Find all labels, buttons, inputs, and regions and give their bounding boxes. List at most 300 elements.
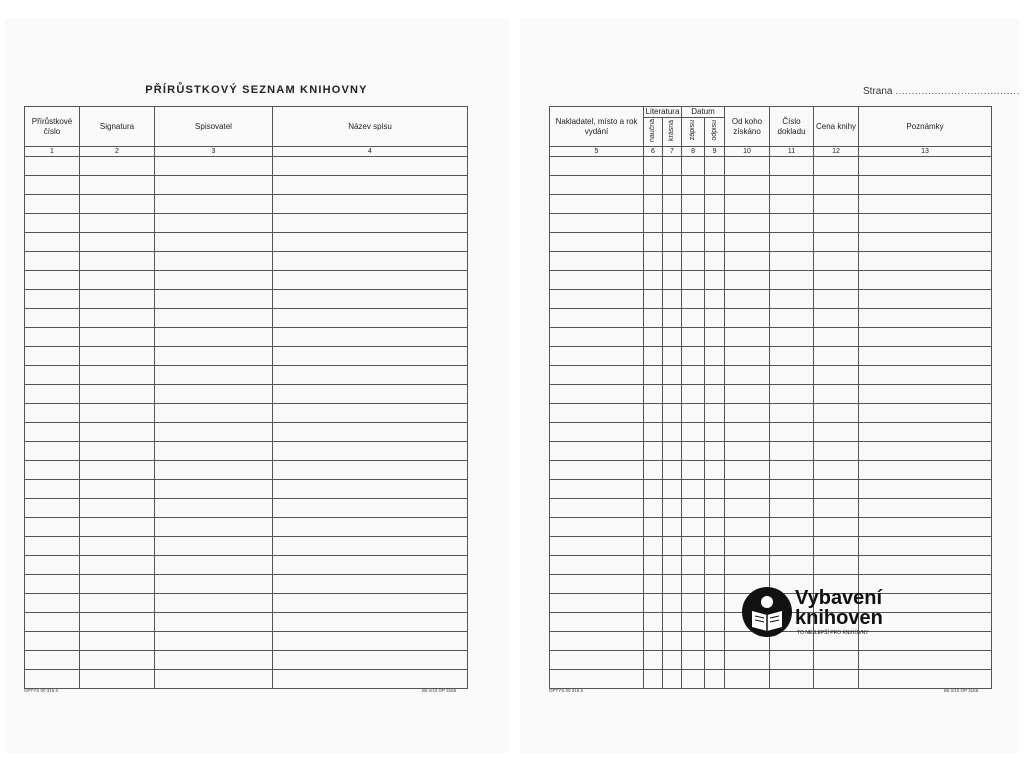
col-number: 5: [550, 147, 644, 157]
entry-cell: [663, 442, 682, 461]
entry-cell: [25, 157, 80, 176]
entry-cell: [663, 632, 682, 651]
entry-cell: [725, 404, 770, 423]
entry-cell: [725, 195, 770, 214]
table-row: [550, 347, 992, 366]
entry-cell: [644, 632, 663, 651]
entry-cell: [25, 214, 80, 233]
col-header-zapisu: [682, 118, 705, 147]
entry-cell: [550, 271, 644, 290]
entry-cell: [550, 575, 644, 594]
entry-cell: [550, 176, 644, 195]
entry-cell: [80, 195, 155, 214]
entry-cell: [814, 252, 859, 271]
entry-cell: [725, 442, 770, 461]
entry-cell: [644, 328, 663, 347]
entry-cell: [770, 670, 814, 689]
entry-cell: [725, 556, 770, 575]
entry-cell: [25, 404, 80, 423]
entry-cell: [725, 670, 770, 689]
col-number: 2: [80, 147, 155, 157]
entry-cell: [80, 404, 155, 423]
entry-cell: [25, 347, 80, 366]
entry-cell: [682, 271, 705, 290]
entry-cell: [644, 252, 663, 271]
col-header-nakladatel: Nakladatel, místo a rok vydání: [550, 107, 644, 147]
table-row: [25, 176, 468, 195]
left-table-body: [25, 157, 468, 689]
col-number: 3: [155, 147, 273, 157]
entry-cell: [273, 290, 468, 309]
entry-cell: [663, 347, 682, 366]
entry-cell: [770, 556, 814, 575]
entry-cell: [80, 290, 155, 309]
entry-cell: [80, 271, 155, 290]
entry-cell: [273, 271, 468, 290]
entry-cell: [859, 461, 992, 480]
entry-cell: [682, 328, 705, 347]
table-row: [550, 385, 992, 404]
entry-cell: [80, 176, 155, 195]
entry-cell: [725, 537, 770, 556]
entry-cell: [770, 271, 814, 290]
entry-cell: [273, 499, 468, 518]
entry-cell: [155, 594, 273, 613]
table-row: [25, 480, 468, 499]
entry-cell: [770, 499, 814, 518]
entry-cell: [663, 537, 682, 556]
entry-cell: [814, 328, 859, 347]
footer-code-right: B5 s/10 OP 3166: [944, 688, 979, 693]
col-number: 6: [644, 147, 663, 157]
table-row: [550, 195, 992, 214]
entry-cell: [25, 328, 80, 347]
entry-cell: [705, 214, 725, 233]
entry-cell: [273, 404, 468, 423]
entry-cell: [644, 480, 663, 499]
entry-cell: [725, 176, 770, 195]
entry-cell: [550, 499, 644, 518]
entry-cell: [80, 594, 155, 613]
entry-cell: [644, 271, 663, 290]
entry-cell: [705, 499, 725, 518]
entry-cell: [814, 385, 859, 404]
entry-cell: [705, 613, 725, 632]
entry-cell: [705, 518, 725, 537]
entry-cell: [663, 366, 682, 385]
entry-cell: [663, 404, 682, 423]
table-row: [25, 366, 468, 385]
entry-cell: [705, 575, 725, 594]
table-row: [25, 556, 468, 575]
footer-code-left: OPTYS 00 316 6: [549, 688, 584, 693]
table-row: [550, 176, 992, 195]
entry-cell: [25, 461, 80, 480]
entry-cell: [814, 290, 859, 309]
col-number: 9: [705, 147, 725, 157]
entry-cell: [644, 233, 663, 252]
entry-cell: [663, 423, 682, 442]
entry-cell: [155, 309, 273, 328]
entry-cell: [770, 214, 814, 233]
entry-cell: [644, 594, 663, 613]
entry-cell: [682, 613, 705, 632]
entry-cell: [25, 480, 80, 499]
entry-cell: [273, 670, 468, 689]
entry-cell: [725, 461, 770, 480]
entry-cell: [725, 499, 770, 518]
table-row: [25, 290, 468, 309]
logo-tagline: TO NEJLEPŠÍ PRO KNIHOVNY: [797, 630, 869, 636]
col-header-literatura: Literatura: [644, 107, 682, 118]
entry-cell: [155, 575, 273, 594]
entry-cell: [550, 214, 644, 233]
entry-cell: [770, 404, 814, 423]
page-number-blank: ......................................: [895, 86, 1020, 97]
entry-cell: [705, 632, 725, 651]
entry-cell: [155, 670, 273, 689]
entry-cell: [550, 404, 644, 423]
col-header-nazev-spisu: Název spisu: [273, 107, 468, 147]
entry-cell: [725, 347, 770, 366]
table-row: [25, 518, 468, 537]
book-reader-icon: [742, 587, 792, 637]
entry-cell: [550, 537, 644, 556]
entry-cell: [859, 176, 992, 195]
col-number: 8: [682, 147, 705, 157]
entry-cell: [155, 328, 273, 347]
entry-cell: [644, 518, 663, 537]
logo-line-2: knihoven: [795, 607, 883, 629]
entry-cell: [25, 290, 80, 309]
entry-cell: [155, 157, 273, 176]
entry-cell: [550, 594, 644, 613]
entry-cell: [682, 176, 705, 195]
col-number: 11: [770, 147, 814, 157]
entry-cell: [770, 176, 814, 195]
entry-cell: [644, 404, 663, 423]
entry-cell: [725, 271, 770, 290]
entry-cell: [682, 404, 705, 423]
entry-cell: [155, 404, 273, 423]
entry-cell: [550, 442, 644, 461]
entry-cell: [25, 537, 80, 556]
entry-cell: [644, 347, 663, 366]
entry-cell: [25, 651, 80, 670]
table-row: [550, 537, 992, 556]
entry-cell: [80, 214, 155, 233]
entry-cell: [705, 461, 725, 480]
footer-code-right: B5 s/10 OP 3166: [422, 688, 457, 693]
entry-cell: [273, 575, 468, 594]
table-row: [25, 651, 468, 670]
entry-cell: [859, 537, 992, 556]
entry-cell: [550, 461, 644, 480]
table-row: [25, 537, 468, 556]
entry-cell: [814, 157, 859, 176]
entry-cell: [682, 309, 705, 328]
entry-cell: [705, 385, 725, 404]
entry-cell: [550, 195, 644, 214]
entry-cell: [682, 537, 705, 556]
entry-cell: [80, 328, 155, 347]
entry-cell: [859, 252, 992, 271]
entry-cell: [644, 556, 663, 575]
entry-cell: [644, 157, 663, 176]
table-row: [550, 309, 992, 328]
entry-cell: [273, 385, 468, 404]
entry-cell: [859, 385, 992, 404]
table-row: [25, 233, 468, 252]
entry-cell: [273, 328, 468, 347]
entry-cell: [859, 518, 992, 537]
entry-cell: [663, 252, 682, 271]
entry-cell: [155, 252, 273, 271]
entry-cell: [550, 385, 644, 404]
table-row: [550, 328, 992, 347]
entry-cell: [682, 366, 705, 385]
entry-cell: [663, 290, 682, 309]
entry-cell: [705, 157, 725, 176]
table-row: [550, 556, 992, 575]
entry-cell: [682, 499, 705, 518]
col-number: 7: [663, 147, 682, 157]
right-page: [520, 18, 1020, 753]
entry-cell: [80, 613, 155, 632]
col-header-cislo-dokladu: Číslo dokladu: [770, 107, 814, 147]
entry-cell: [25, 632, 80, 651]
entry-cell: [859, 347, 992, 366]
entry-cell: [859, 499, 992, 518]
col-number: 12: [814, 147, 859, 157]
entry-cell: [682, 423, 705, 442]
entry-cell: [682, 214, 705, 233]
entry-cell: [273, 480, 468, 499]
entry-cell: [155, 556, 273, 575]
entry-cell: [273, 537, 468, 556]
entry-cell: [550, 480, 644, 499]
entry-cell: [80, 670, 155, 689]
entry-cell: [644, 290, 663, 309]
table-row: [550, 461, 992, 480]
col-header-prirustkove-cislo: Přírůstkové číslo: [25, 107, 80, 147]
table-row: [25, 214, 468, 233]
entry-cell: [663, 556, 682, 575]
entry-cell: [273, 157, 468, 176]
entry-cell: [859, 157, 992, 176]
entry-cell: [550, 423, 644, 442]
col-number: 1: [25, 147, 80, 157]
entry-cell: [705, 252, 725, 271]
entry-cell: [663, 518, 682, 537]
footer-code-left: OPTYS 00 316 6: [24, 688, 59, 693]
zapisu-label: zápisu: [689, 120, 697, 141]
entry-cell: [550, 252, 644, 271]
entry-cell: [273, 594, 468, 613]
entry-cell: [705, 195, 725, 214]
entry-cell: [25, 613, 80, 632]
entry-cell: [859, 651, 992, 670]
entry-cell: [273, 252, 468, 271]
entry-cell: [155, 632, 273, 651]
table-row: [25, 594, 468, 613]
col-header-od-koho: Od koho získáno: [725, 107, 770, 147]
entry-cell: [155, 423, 273, 442]
entry-cell: [725, 157, 770, 176]
entry-cell: [80, 499, 155, 518]
entry-cell: [80, 385, 155, 404]
table-row: [25, 575, 468, 594]
entry-cell: [814, 214, 859, 233]
entry-cell: [273, 233, 468, 252]
col-header-spisovatel: Spisovatel: [155, 107, 273, 147]
entry-cell: [550, 233, 644, 252]
entry-cell: [705, 328, 725, 347]
entry-cell: [80, 537, 155, 556]
entry-cell: [663, 195, 682, 214]
entry-cell: [25, 442, 80, 461]
entry-cell: [663, 157, 682, 176]
entry-cell: [80, 309, 155, 328]
entry-cell: [155, 480, 273, 499]
left-page: [4, 18, 509, 753]
entry-cell: [550, 290, 644, 309]
entry-cell: [663, 651, 682, 670]
entry-cell: [814, 404, 859, 423]
entry-cell: [550, 556, 644, 575]
entry-cell: [705, 271, 725, 290]
entry-cell: [155, 366, 273, 385]
entry-cell: [859, 271, 992, 290]
entry-cell: [770, 480, 814, 499]
entry-cell: [80, 480, 155, 499]
entry-cell: [550, 632, 644, 651]
entry-cell: [663, 309, 682, 328]
entry-cell: [155, 195, 273, 214]
entry-cell: [814, 461, 859, 480]
entry-cell: [80, 518, 155, 537]
entry-cell: [705, 651, 725, 670]
table-row: [25, 157, 468, 176]
entry-cell: [859, 233, 992, 252]
entry-cell: [814, 442, 859, 461]
table-row: [550, 290, 992, 309]
naucna-label: naučná: [649, 119, 656, 142]
entry-cell: [25, 556, 80, 575]
entry-cell: [770, 328, 814, 347]
entry-cell: [705, 347, 725, 366]
col-header-datum: Datum: [682, 107, 725, 118]
krasna-label: krásná: [668, 119, 675, 141]
entry-cell: [770, 651, 814, 670]
table-row: [25, 499, 468, 518]
entry-cell: [550, 518, 644, 537]
entry-cell: [25, 499, 80, 518]
table-row: [25, 423, 468, 442]
col-header-naucna: [644, 118, 663, 147]
entry-cell: [80, 252, 155, 271]
entry-cell: [859, 366, 992, 385]
entry-cell: [550, 670, 644, 689]
entry-cell: [814, 195, 859, 214]
table-row: [550, 157, 992, 176]
table-row: [550, 670, 992, 689]
entry-cell: [725, 480, 770, 499]
col-header-poznamky: Poznámky: [859, 107, 992, 147]
entry-cell: [705, 233, 725, 252]
table-row: [550, 651, 992, 670]
entry-cell: [80, 575, 155, 594]
entry-cell: [725, 423, 770, 442]
entry-cell: [25, 271, 80, 290]
entry-cell: [725, 233, 770, 252]
entry-cell: [644, 366, 663, 385]
entry-cell: [859, 290, 992, 309]
entry-cell: [663, 670, 682, 689]
entry-cell: [25, 423, 80, 442]
entry-cell: [80, 347, 155, 366]
entry-cell: [682, 347, 705, 366]
entry-cell: [80, 632, 155, 651]
entry-cell: [273, 423, 468, 442]
table-row: [25, 347, 468, 366]
entry-cell: [770, 423, 814, 442]
entry-cell: [725, 252, 770, 271]
entry-cell: [273, 556, 468, 575]
entry-cell: [155, 651, 273, 670]
entry-cell: [273, 518, 468, 537]
table-row: [25, 404, 468, 423]
entry-cell: [663, 385, 682, 404]
page-number-field: [863, 86, 1020, 97]
entry-cell: [859, 214, 992, 233]
entry-cell: [663, 499, 682, 518]
entry-cell: [644, 613, 663, 632]
entry-cell: [155, 290, 273, 309]
entry-cell: [155, 461, 273, 480]
entry-cell: [770, 518, 814, 537]
entry-cell: [814, 366, 859, 385]
entry-cell: [770, 233, 814, 252]
entry-cell: [705, 176, 725, 195]
entry-cell: [725, 366, 770, 385]
entry-cell: [663, 214, 682, 233]
entry-cell: [705, 366, 725, 385]
entry-cell: [80, 423, 155, 442]
entry-cell: [770, 385, 814, 404]
entry-cell: [644, 651, 663, 670]
entry-cell: [25, 366, 80, 385]
entry-cell: [663, 271, 682, 290]
entry-cell: [644, 670, 663, 689]
entry-cell: [273, 613, 468, 632]
entry-cell: [770, 366, 814, 385]
entry-cell: [682, 556, 705, 575]
entry-cell: [814, 176, 859, 195]
entry-cell: [770, 252, 814, 271]
entry-cell: [705, 594, 725, 613]
entry-cell: [550, 328, 644, 347]
entry-cell: [859, 670, 992, 689]
table-row: [25, 328, 468, 347]
entry-cell: [273, 632, 468, 651]
entry-cell: [644, 214, 663, 233]
entry-cell: [550, 651, 644, 670]
entry-cell: [25, 385, 80, 404]
table-row: [550, 518, 992, 537]
entry-cell: [705, 480, 725, 499]
entry-cell: [663, 613, 682, 632]
